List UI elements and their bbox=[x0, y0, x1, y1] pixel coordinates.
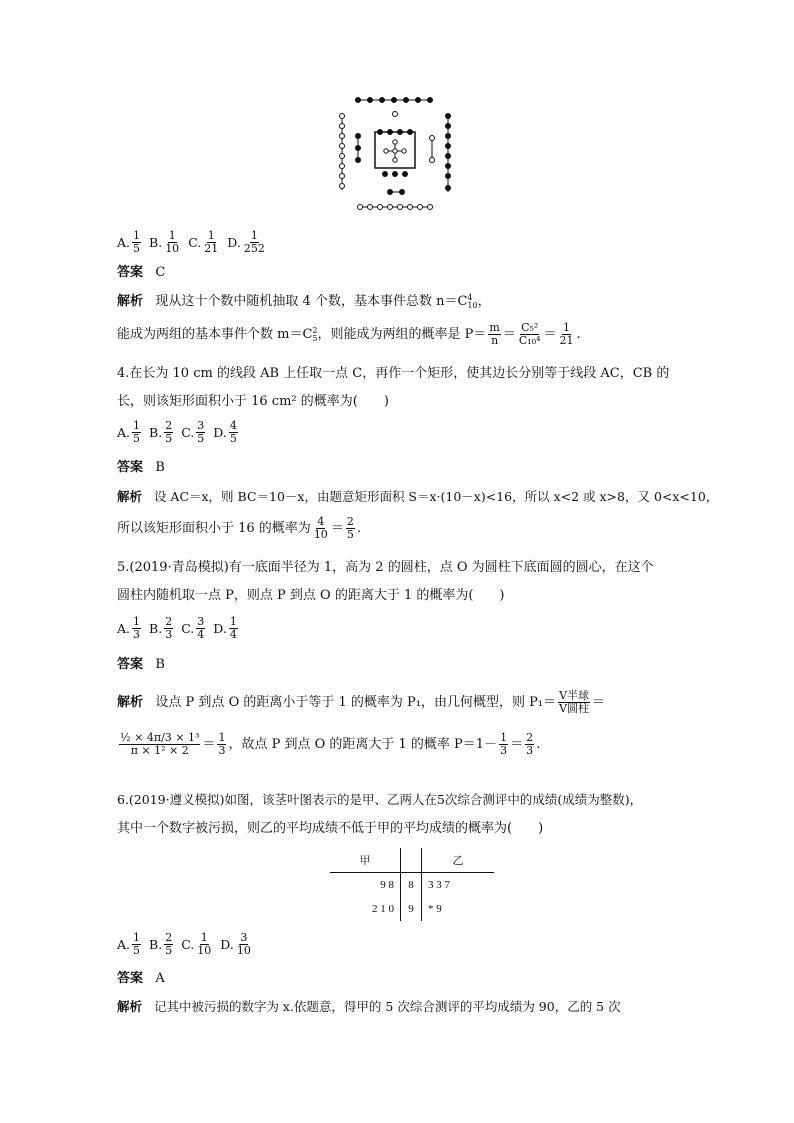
q6-answer: 答案 A bbox=[117, 971, 165, 986]
q4-option-a: A. $\frac{1}{5}$ bbox=[117, 419, 141, 445]
q3-answer: 答案 C bbox=[117, 265, 166, 280]
q3-option-d: D. $\frac{1}{252}$ bbox=[227, 229, 265, 255]
q6-analysis-line1: 解析 记其中被污损的数字为 x.依题意，得甲的 5 次综合测评的平均成绩为 90，乙的 5 次 bbox=[117, 999, 621, 1014]
q3-analysis-line2: 能成为两组的基本事件个数 m＝C 2 5 ，则能成为两组的概率是 P＝ $\frac{m}{n}$ ＝ $\frac{\text{C₅²}}{\text{C₁₀⁴}}$ ＝ $\frac{1}{21}$ . bbox=[117, 321, 581, 347]
q6-stem-line1: 6.(2019·遵义模拟)如图，该茎叶图表示的是甲、乙两人在5次综合测评中的成绩(成绩为整数)， bbox=[117, 792, 643, 807]
q4-analysis-line2: 所以该矩形面积小于 16 的概率为 $\frac{4}{10}$ ＝ $\frac{2}{5}$ . bbox=[117, 515, 361, 541]
q6-option-d: D. $\frac{3}{10}$ bbox=[220, 931, 251, 957]
q6-option-a: A. $\frac{1}{5}$ bbox=[117, 931, 141, 957]
q4-option-d: D. $\frac{4}{5}$ bbox=[213, 419, 237, 445]
row2-left: 2 1 0 bbox=[372, 903, 394, 915]
q4-answer: 答案 B bbox=[117, 460, 165, 475]
q4-stem-line1: 4.在长为 10 cm 的线段 AB 上任取一点 C，再作一个矩形，使其边长分别等于线段 AC，CB 的 bbox=[117, 366, 670, 381]
q4-option-c: C. $\frac{3}{5}$ bbox=[181, 419, 205, 445]
q4-option-b: B. $\frac{2}{5}$ bbox=[149, 419, 173, 445]
q5-answer: 答案 B bbox=[117, 657, 165, 672]
header-right: 乙 bbox=[452, 855, 464, 867]
q5-stem-line1: 5.(2019·青岛模拟)有一底面半径为 1，高为 2 的圆柱，点 O 为圆柱下底面圆的圆心，在这个 bbox=[117, 560, 654, 575]
q3-analysis-line1: 解析 现从这十个数中随机抽取 4 个数，基本事件总数 n＝C 4 10 ， bbox=[117, 292, 491, 310]
q3-options bbox=[117, 230, 268, 255]
q4-options bbox=[117, 420, 240, 445]
header-left: 甲 bbox=[359, 855, 371, 867]
q5-option-a: A. $\frac{1}{3}$ bbox=[117, 615, 141, 641]
row2-right: * 9 bbox=[428, 903, 442, 915]
q5-option-c: C. $\frac{3}{4}$ bbox=[181, 615, 205, 641]
q4-analysis-line1: 解析 设 AC＝x，则 BC＝10－x，由题意矩形面积 S＝x·(10－x)<16，所以 x<2 或 x>8，又 0<x<10， bbox=[117, 489, 719, 504]
q6-stem-line2: 其中一个数字被污损，则乙的平均成绩不低于甲的平均成绩的概率为( ) bbox=[117, 821, 544, 836]
row2-stem: 9 bbox=[401, 897, 422, 921]
q5-analysis-line1: 解析 设点 P 到点 O 的距离小于等于 1 的概率为 P₁，由几何概型，则 P₁＝ $\frac{\text{V半球}}{\text{V圆柱}}$ ＝ bbox=[117, 689, 606, 715]
q4-stem-line2: 长，则该矩形面积小于 16 cm² 的概率为( ) bbox=[117, 394, 389, 409]
row1-right: 3 3 7 bbox=[428, 879, 450, 891]
q3-option-b: B. $\frac{1}{10}$ bbox=[149, 229, 180, 255]
q5-option-b: B. $\frac{2}{3}$ bbox=[149, 615, 173, 641]
q5-analysis-line2: $\frac{\text{½ × 4π/3 × 1³}}{\text{π × 1² × 2}}$ ＝ $\frac{1}{3}$ ，故点 P 到点 O 的距离大于 1 的概率 P＝1－ $\frac{1}{3}$ ＝ $\frac{2}{3}$ . bbox=[120, 731, 541, 757]
row1-stem: 8 bbox=[401, 873, 422, 898]
q6-option-b: B. $\frac{2}{5}$ bbox=[149, 931, 173, 957]
row1-left: 9 8 bbox=[380, 879, 394, 891]
q3-option-c: C. $\frac{1}{21}$ bbox=[188, 229, 219, 255]
q5-stem-line2: 圆柱内随机取一点 P，则点 P 到点 O 的距离大于 1 的概率为( ) bbox=[117, 588, 505, 603]
stem-leaf-plot bbox=[330, 848, 494, 921]
q6-options bbox=[117, 932, 254, 957]
q5-options bbox=[117, 616, 240, 641]
q6-option-c: C. $\frac{1}{10}$ bbox=[181, 931, 212, 957]
q3-option-a: A. $\frac{1}{5}$ bbox=[117, 229, 141, 255]
luoshu-figure bbox=[330, 92, 460, 214]
q5-option-d: D. $\frac{1}{4}$ bbox=[213, 615, 237, 641]
